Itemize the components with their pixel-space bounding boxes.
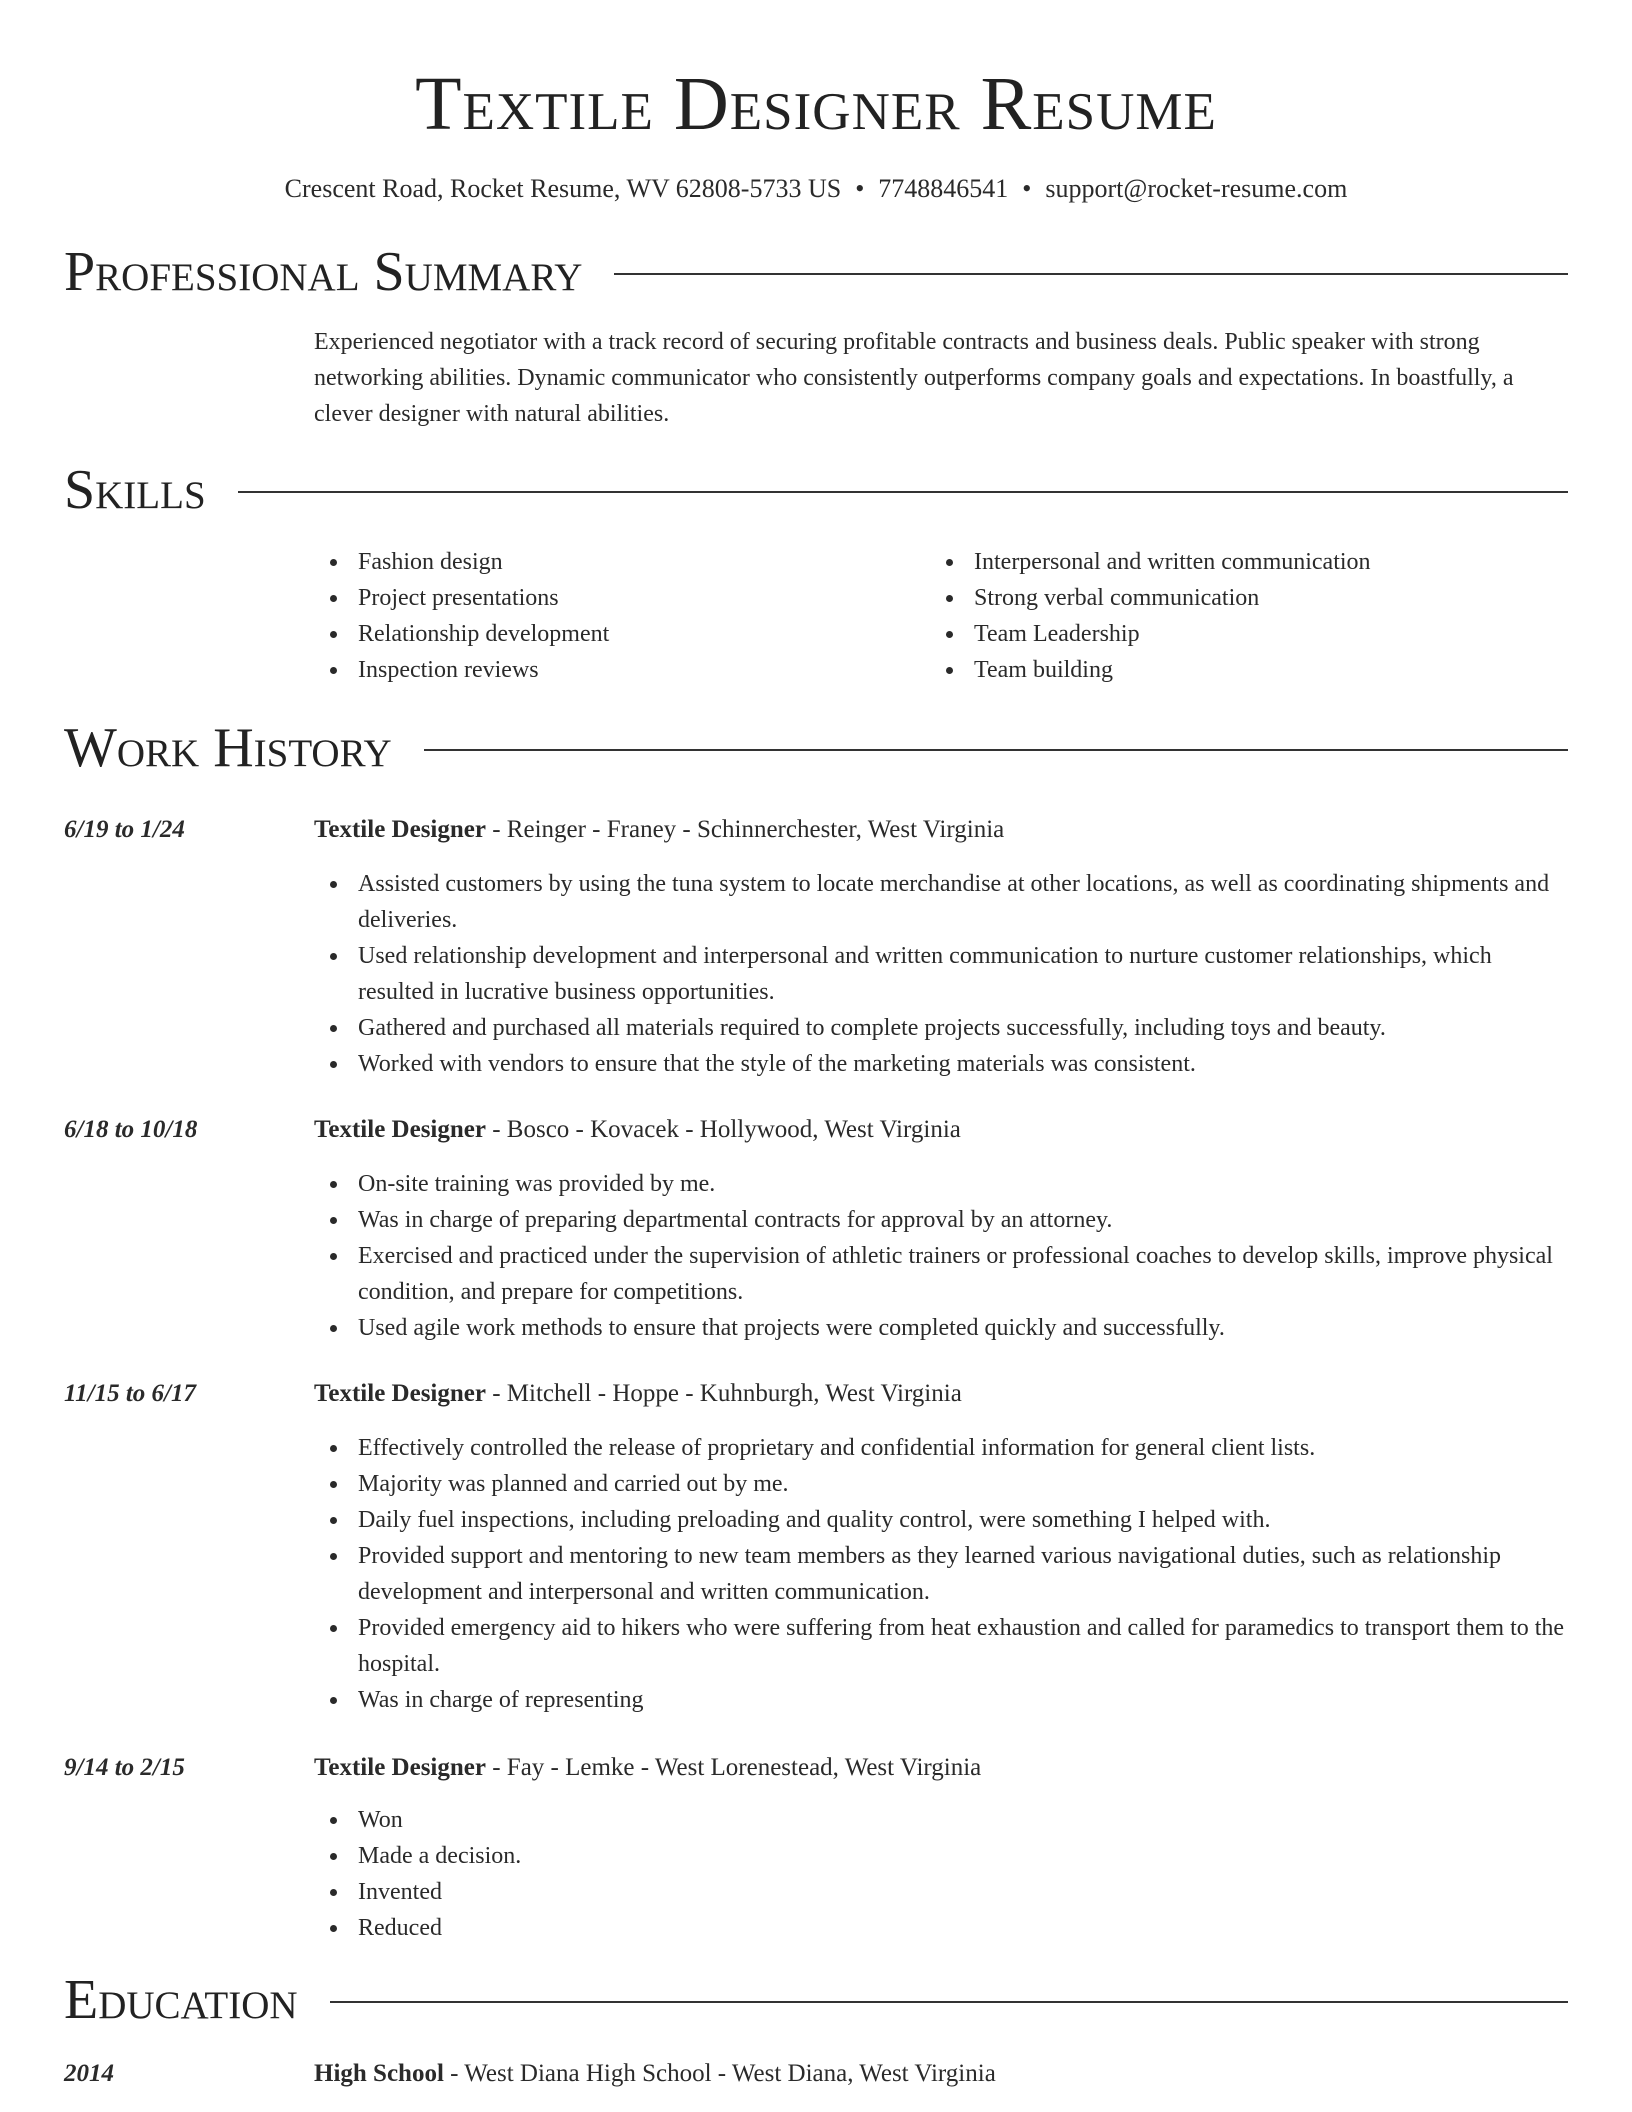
- skill-item: Project presentations: [314, 580, 930, 616]
- job-bullets: [314, 866, 1568, 1082]
- education-section-header: [64, 1970, 1568, 2030]
- job-bullet: Won: [314, 1802, 1568, 1838]
- contact-line: [64, 174, 1568, 204]
- job-bullet: Provided emergency aid to hikers who were suffering from heat exhaustion and called for paramedics to transport them to the hospital.: [314, 1610, 1568, 1682]
- job-heading: [314, 1750, 1568, 1786]
- work-section-header: [64, 718, 1568, 778]
- summary-text: Experienced negotiator with a track record of securing profitable contracts and business deals. Public speaker with strong networking abilities. Dynamic communicator who consistently outperforms company goals and expectations. In boastfully, a clever designer with natural abilities.: [314, 329, 1514, 427]
- job-entry: [64, 1750, 1568, 1946]
- job-bullet: On-site training was provided by me.: [314, 1166, 1568, 1202]
- education-year: 2014: [64, 2060, 114, 2087]
- education-section-title: Education: [64, 1969, 298, 2031]
- section-divider: [238, 491, 1568, 493]
- skills-section-title: Skills: [64, 459, 206, 521]
- job-bullet: Daily fuel inspections, including preloading and quality control, were something I helped with.: [314, 1502, 1568, 1538]
- job-entry: [64, 812, 1568, 1082]
- section-divider: [424, 749, 1568, 751]
- job-dates: 6/19 to 1/24: [64, 816, 185, 843]
- job-bullet: Gathered and purchased all materials required to complete projects successfully, including toys and beauty.: [314, 1010, 1568, 1046]
- section-divider: [330, 2001, 1568, 2003]
- job-bullet: Worked with vendors to ensure that the style of the marketing materials was consistent.: [314, 1046, 1568, 1082]
- education-entry: [64, 2056, 1568, 2092]
- job-role: Textile Designer: [314, 816, 486, 843]
- job-dates: 6/18 to 10/18: [64, 1116, 198, 1143]
- contact-separator: •: [1022, 174, 1032, 203]
- skill-item: Relationship development: [314, 616, 930, 652]
- job-bullet: Provided support and mentoring to new team members as they learned various navigational duties, such as relationship development and interpersonal and written communication.: [314, 1538, 1568, 1610]
- skills-list: [64, 544, 1568, 688]
- job-details: - Fay - Lemke - West Lorenestead, West Virginia: [485, 1754, 982, 1781]
- education-heading: [314, 2056, 1568, 2092]
- skills-section-header: [64, 460, 1568, 520]
- job-bullets: [314, 1802, 1568, 1946]
- job-entry: [64, 1112, 1568, 1346]
- job-details: - Reinger - Franey - Schinnerchester, West Virginia: [485, 816, 1005, 843]
- job-heading: [314, 1376, 1568, 1412]
- job-role: Textile Designer: [314, 1380, 486, 1407]
- job-bullet: Exercised and practiced under the supervision of athletic trainers or professional coaches to develop skills, improve physical condition, and prepare for competitions.: [314, 1238, 1568, 1310]
- job-heading: [314, 1112, 1568, 1148]
- job-entry: [64, 1376, 1568, 1718]
- section-divider: [614, 273, 1568, 275]
- education-details: - West Diana High School - West Diana, West Virginia: [443, 2060, 996, 2087]
- job-bullet: Reduced: [314, 1910, 1568, 1946]
- education-degree: High School: [314, 2060, 444, 2087]
- resume-title: Textile Designer Resume: [415, 62, 1217, 146]
- job-bullets: [314, 1430, 1568, 1718]
- work-section-title: Work History: [64, 717, 392, 779]
- job-details: - Mitchell - Hoppe - Kuhnburgh, West Virginia: [485, 1380, 962, 1407]
- summary-section-header: [64, 242, 1568, 302]
- contact-address: Crescent Road, Rocket Resume, WV 62808-5733 US: [284, 174, 842, 203]
- skill-item: Team Leadership: [930, 616, 1546, 652]
- skill-item: Team building: [930, 652, 1546, 688]
- job-bullet: Used agile work methods to ensure that projects were completed quickly and successfully.: [314, 1310, 1568, 1346]
- skill-item: Inspection reviews: [314, 652, 930, 688]
- resume-page: [64, 0, 1568, 2092]
- job-bullet: Majority was planned and carried out by me.: [314, 1466, 1568, 1502]
- job-role: Textile Designer: [314, 1116, 486, 1143]
- summary-row: [64, 324, 1568, 432]
- job-bullet: Invented: [314, 1874, 1568, 1910]
- contact-separator: •: [855, 174, 865, 203]
- summary-section-title: Professional Summary: [64, 241, 583, 303]
- skills-column-2: [930, 544, 1546, 688]
- job-bullet: Was in charge of representing: [314, 1682, 1568, 1718]
- job-role: Textile Designer: [314, 1754, 486, 1781]
- job-bullets: [314, 1166, 1568, 1346]
- job-details: - Bosco - Kovacek - Hollywood, West Virginia: [485, 1116, 961, 1143]
- skills-column-1: [314, 544, 930, 688]
- job-dates: 9/14 to 2/15: [64, 1754, 185, 1781]
- job-bullet: Was in charge of preparing departmental contracts for approval by an attorney.: [314, 1202, 1568, 1238]
- skill-item: Strong verbal communication: [930, 580, 1546, 616]
- contact-phone: 7748846541: [878, 174, 1009, 203]
- skill-item: Interpersonal and written communication: [930, 544, 1546, 580]
- job-bullet: Made a decision.: [314, 1838, 1568, 1874]
- contact-email: support@rocket-resume.com: [1045, 174, 1348, 203]
- job-bullet: Used relationship development and interpersonal and written communication to nurture customer relationships, which resulted in lucrative business opportunities.: [314, 938, 1568, 1010]
- skill-item: Fashion design: [314, 544, 930, 580]
- job-dates: 11/15 to 6/17: [64, 1380, 196, 1407]
- job-bullet: Assisted customers by using the tuna system to locate merchandise at other locations, as well as coordinating shipments and deliveries.: [314, 866, 1568, 938]
- job-heading: [314, 812, 1568, 848]
- job-bullet: Effectively controlled the release of proprietary and confidential information for general client lists.: [314, 1430, 1568, 1466]
